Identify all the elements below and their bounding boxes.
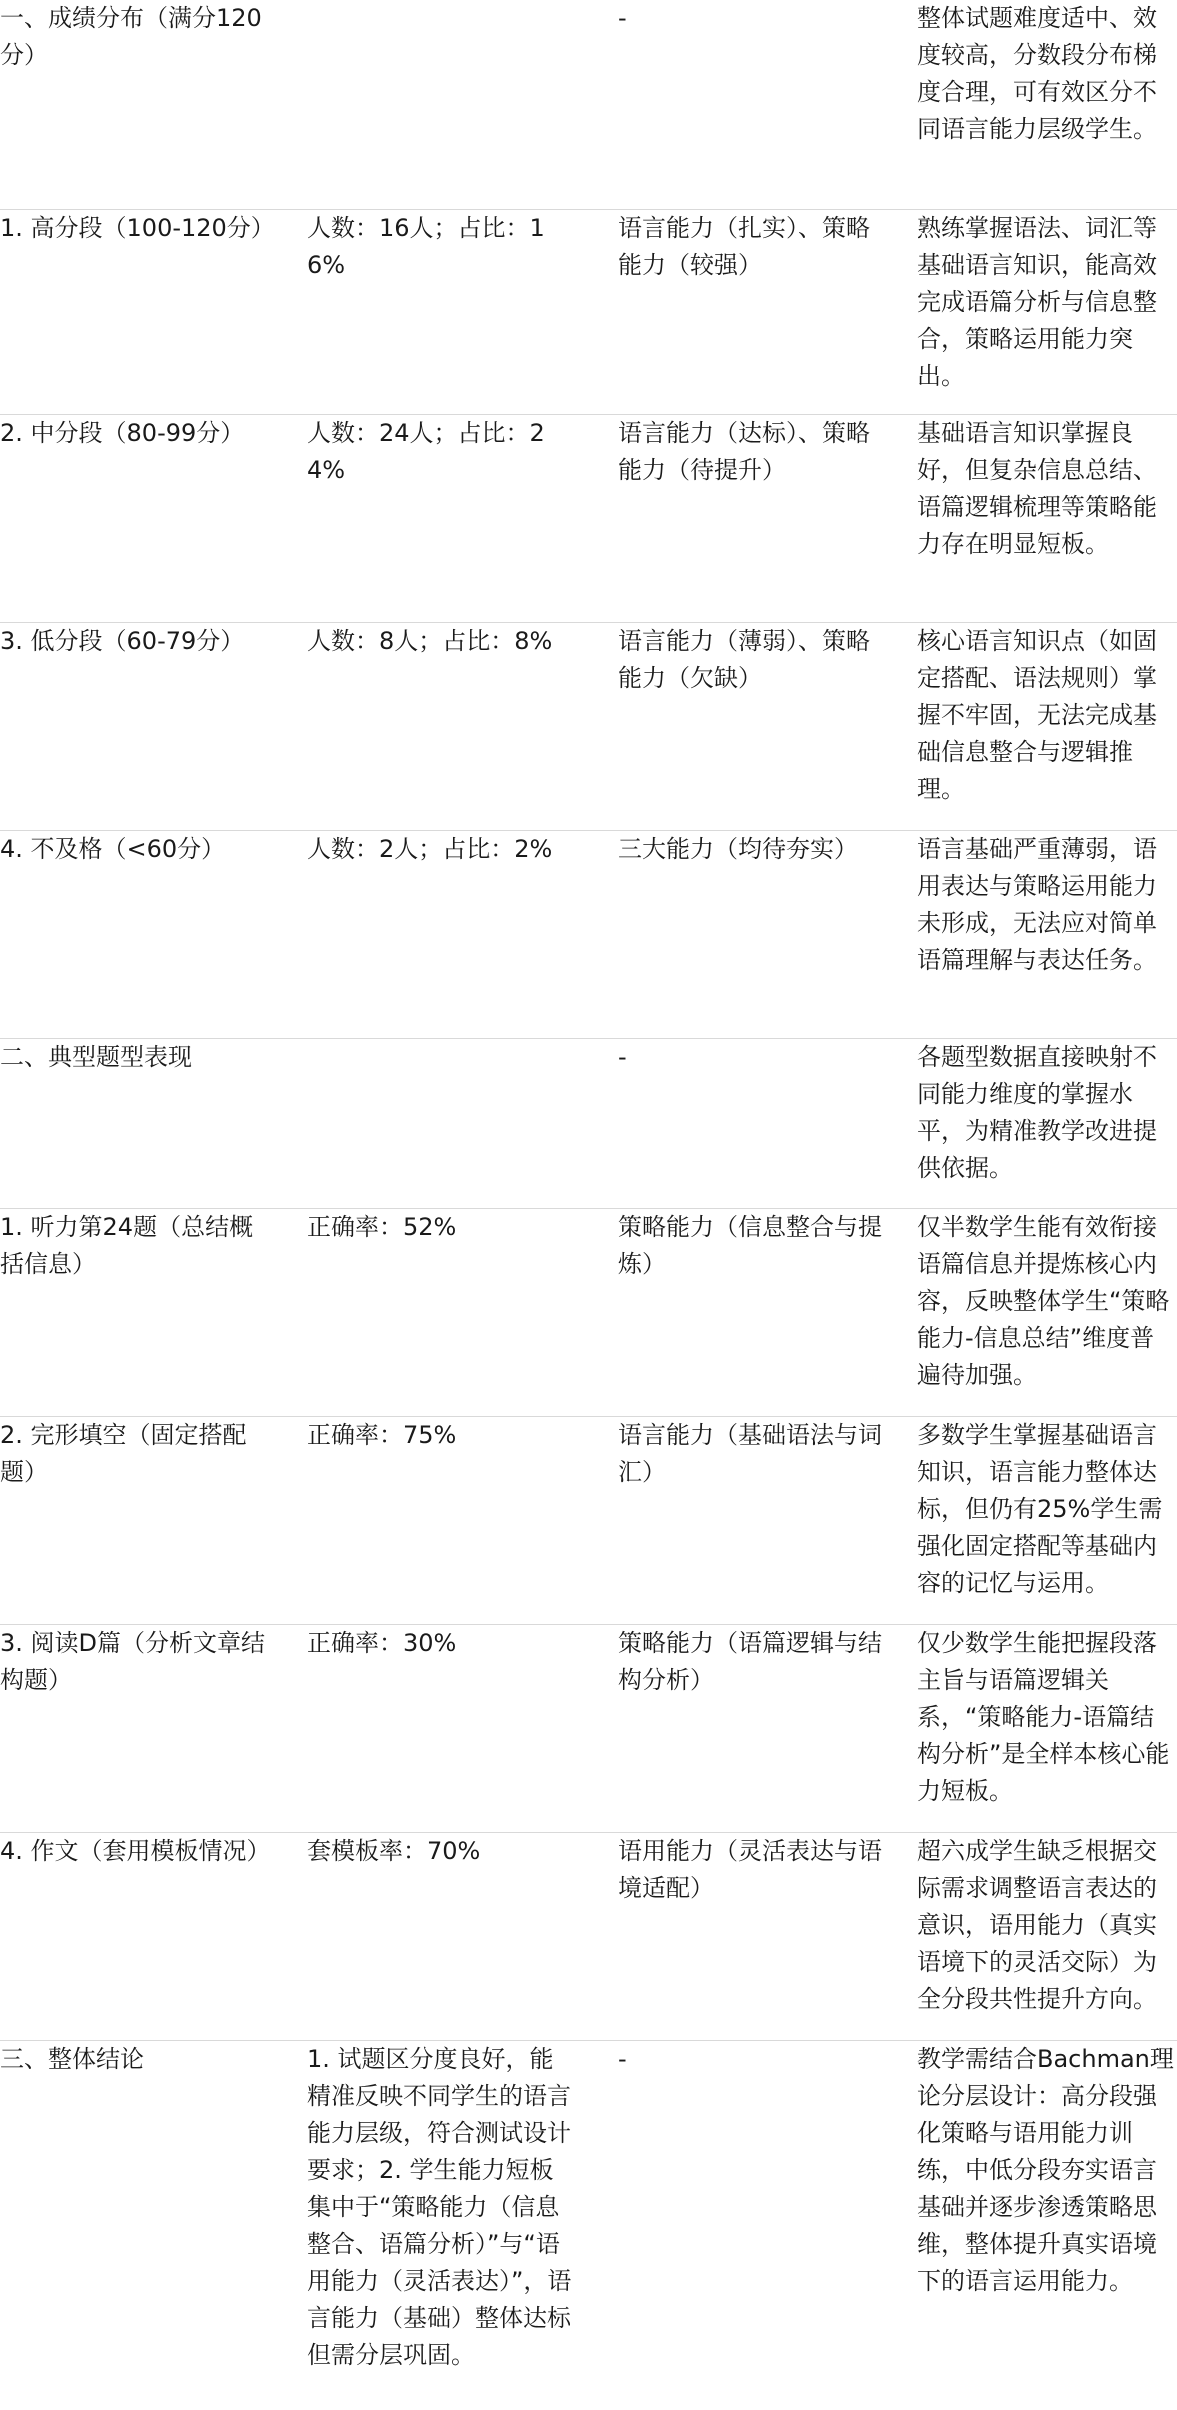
- table-row: [0, 0, 1177, 210]
- data-cell: 人数：2人；占比：2%: [307, 835, 553, 863]
- section-title: 三、整体结论: [0, 2045, 144, 2073]
- data-cell: 正确率：52%: [307, 1213, 457, 1241]
- item-label: 1. 听力第24题（总结概括信息）: [0, 1213, 254, 1278]
- table-row: [0, 210, 1177, 415]
- analysis-cell: 各题型数据直接映射不同能力维度的掌握水平，为精准教学改进提供依据。: [917, 1043, 1157, 1182]
- item-label: 4. 不及格（<60分）: [0, 835, 226, 863]
- data-cell: 人数：24人；占比：24%: [307, 419, 545, 484]
- analysis-cell: 超六成学生缺乏根据交际需求调整语言表达的意识，语用能力（真实语境下的灵活交际）为全分段共性提升方向。: [917, 1837, 1157, 2013]
- ability-cell: 策略能力（信息整合与提炼）: [618, 1213, 882, 1278]
- analysis-cell: 仅半数学生能有效衔接语篇信息并提炼核心内容，反映整体学生“策略能力-信息总结”维度普遍待加强。: [917, 1213, 1170, 1389]
- analysis-cell: 仅少数学生能把握段落主旨与语篇逻辑关系，“策略能力-语篇结构分析”是全样本核心能力短板。: [917, 1629, 1170, 1805]
- ability-cell: 语言能力（达标）、策略能力（待提升）: [618, 419, 870, 484]
- table-row: [0, 2041, 1177, 2410]
- table-row: [0, 831, 1177, 1039]
- item-label: 2. 完形填空（固定搭配题）: [0, 1421, 247, 1486]
- ability-cell: -: [618, 2045, 627, 2073]
- data-cell: 套模板率：70%: [307, 1837, 481, 1865]
- table-row: [0, 415, 1177, 623]
- analysis-cell: 多数学生掌握基础语言知识，语言能力整体达标，但仍有25%学生需强化固定搭配等基础内容的记忆与运用。: [917, 1421, 1163, 1597]
- table-row: [0, 1833, 1177, 2041]
- item-label: 4. 作文（套用模板情况）: [0, 1837, 271, 1865]
- section-title: 二、典型题型表现: [0, 1043, 192, 1071]
- table-row: [0, 1039, 1177, 1209]
- item-label: 3. 低分段（60-79分）: [0, 627, 245, 655]
- ability-cell: 语用能力（灵活表达与语境适配）: [618, 1837, 882, 1902]
- analysis-cell: 语言基础严重薄弱，语用表达与策略运用能力未形成，无法应对简单语篇理解与表达任务。: [917, 835, 1157, 974]
- ability-cell: 语言能力（基础语法与词汇）: [618, 1421, 882, 1486]
- table-row: [0, 1209, 1177, 1417]
- analysis-cell: 核心语言知识点（如固定搭配、语法规则）掌握不牢固，无法完成基础信息整合与逻辑推理。: [917, 627, 1157, 803]
- analysis-cell: 基础语言知识掌握良好，但复杂信息总结、语篇逻辑梳理等策略能力存在明显短板。: [917, 419, 1157, 558]
- table-row: [0, 1417, 1177, 1625]
- ability-cell: 语言能力（薄弱）、策略能力（欠缺）: [618, 627, 870, 692]
- ability-cell: -: [618, 1043, 627, 1071]
- data-cell: 1. 试题区分度良好，能精准反映不同学生的语言能力层级，符合测试设计要求；2. 学生能力短板集中于“策略能力（信息整合、语篇分析）”与“语用能力（灵活表达）”，语言能力（基础）整体达标但需分层巩固。: [307, 2045, 572, 2369]
- analysis-cell: 教学需结合Bachman理论分层设计：高分段强化策略与语用能力训练，中低分段夯实语言基础并逐步渗透策略思维，整体提升真实语境下的语言运用能力。: [917, 2045, 1174, 2295]
- ability-cell: 语言能力（扎实）、策略能力（较强）: [618, 214, 870, 279]
- data-cell: 人数：16人；占比：16%: [307, 214, 545, 279]
- ability-cell: 三大能力（均待夯实）: [618, 835, 858, 863]
- analysis-cell: 整体试题难度适中、效度较高，分数段分布梯度合理，可有效区分不同语言能力层级学生。: [917, 4, 1157, 143]
- section-title: 一、成绩分布（满分120分）: [0, 4, 262, 69]
- table-row: [0, 623, 1177, 831]
- ability-cell: -: [618, 4, 627, 32]
- item-label: 3. 阅读D篇（分析文章结构题）: [0, 1629, 266, 1694]
- item-label: 2. 中分段（80-99分）: [0, 419, 245, 447]
- table-row: [0, 1625, 1177, 1833]
- item-label: 1. 高分段（100-120分）: [0, 214, 275, 242]
- data-cell: 人数：8人；占比：8%: [307, 627, 553, 655]
- ability-cell: 策略能力（语篇逻辑与结构分析）: [618, 1629, 882, 1694]
- data-cell: 正确率：30%: [307, 1629, 457, 1657]
- analysis-cell: 熟练掌握语法、词汇等基础语言知识，能高效完成语篇分析与信息整合，策略运用能力突出。: [917, 214, 1157, 390]
- data-cell: 正确率：75%: [307, 1421, 457, 1449]
